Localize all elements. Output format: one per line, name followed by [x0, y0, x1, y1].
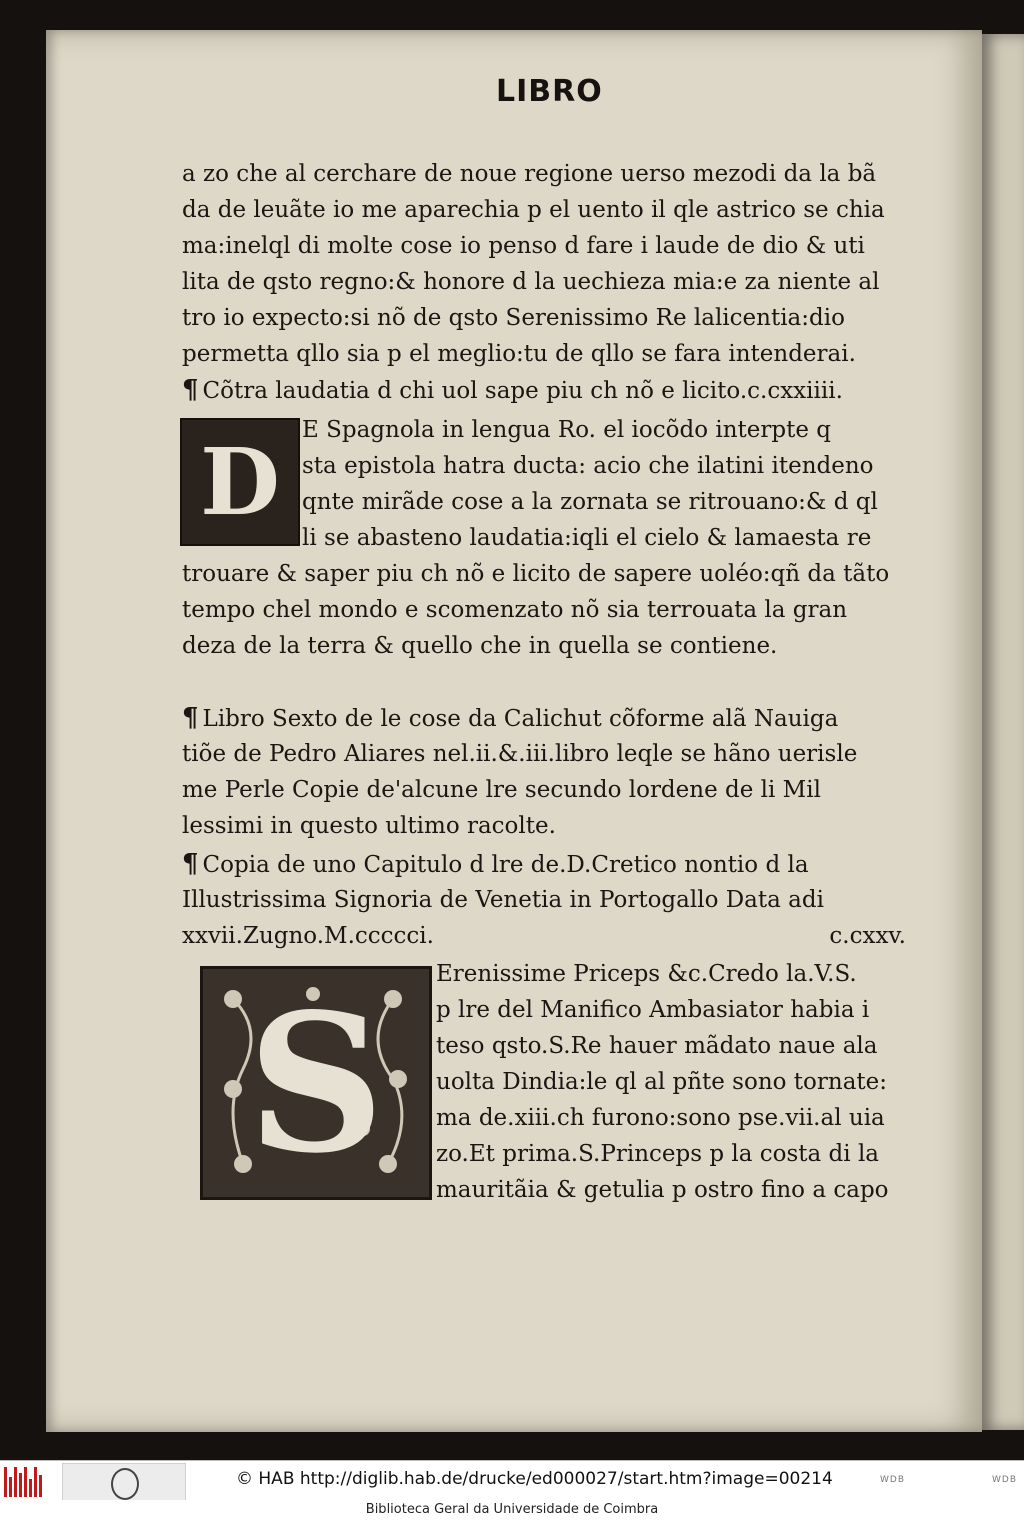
rubric-text: Cõtra laudatia d chi uol sape piu ch nõ e licito.c.cxxiiii. [202, 378, 843, 404]
pilcrow-icon: ¶ [182, 703, 199, 733]
source-url[interactable]: © HAB http://diglib.hab.de/drucke/ed000027/start.htm?image=00214 [236, 1469, 833, 1489]
rubric-text: Libro Sexto de le cose da Calichut cõforme alã Nauiga [202, 706, 839, 732]
rubric-heading [182, 700, 906, 740]
text-line: uolta Dindia:le ql al pñte sono tornate: [436, 1069, 888, 1095]
rubric-heading [182, 372, 906, 412]
running-head: LIBRO [496, 74, 603, 109]
text-line: lessimi in questo ultimo racolte. [182, 813, 556, 839]
text-line: da de leuãte io me aparechia p el uento il qle astrico se chia [182, 197, 885, 223]
decorated-initial-d [180, 418, 300, 546]
initial-letter: D [200, 428, 280, 536]
facing-page-edge [982, 34, 1024, 1430]
library-caption: Biblioteca Geral da Universidade de Coimbra [365, 1502, 659, 1517]
text-line: tiõe de Pedro Aliares nel.ii.&.iii.libro leqle se hãno uerisle [182, 741, 858, 767]
text-line: qnte mirãde cose a la zornata se ritrouano:& d ql [302, 489, 878, 515]
pilcrow-icon: ¶ [182, 849, 199, 879]
text-line: a zo che al cerchare de noue regione uerso mezodi da la bã [182, 161, 877, 187]
text-line: sta epistola hatra ducta: acio che ilatini itendeno [302, 453, 874, 479]
rubric-date: xxvii.Zugno.M.ccccci. [182, 923, 434, 949]
text-line: ma:inelql di molte cose io penso d fare i laude de dio & uti [182, 233, 865, 259]
viewer-footer [0, 1460, 1024, 1501]
initial-letter: S [247, 971, 385, 1195]
text-line: li se abasteno laudatia:iqli el cielo & lamaesta re [302, 525, 872, 551]
text-line: trouare & saper piu ch nõ e licito de sapere uoléo:qñ da tãto [182, 561, 890, 587]
decorated-initial-s [200, 966, 432, 1200]
text-line: zo.Et prima.S.Princeps p la costa di la [436, 1141, 880, 1167]
text-line: mauritãia & getulia p ostro fino a capo [436, 1177, 889, 1203]
text-line: ma de.xiii.ch furono:sono pse.vii.al uia [436, 1105, 885, 1131]
text-line [182, 918, 906, 958]
rubric-heading [182, 846, 906, 886]
text-line: Erenissime Priceps &c.Credo la.V.S. [436, 961, 857, 987]
book-thumbnail-icon[interactable] [111, 1468, 139, 1500]
text-line: E Spagnola in lengua Ro. el iocõdo interpte q [302, 417, 831, 443]
text-line: deza de la terra & quello che in quella se contiene. [182, 633, 778, 659]
text-line: me Perle Copie de'alcune lre secundo lordene de li Mil [182, 777, 821, 803]
text-line: Illustrissima Signoria de Venetia in Portogallo Data adi [182, 887, 824, 913]
text-line: permetta qllo sia p el meglio:tu de qllo se fara intenderai. [182, 341, 856, 367]
text-line: lita de qsto regno:& honore d la uechieza mia:e za niente al [182, 269, 880, 295]
text-line: teso qsto.S.Re hauer mãdato naue ala [436, 1033, 878, 1059]
text-line: p lre del Manifico Ambasiator habia i [436, 997, 870, 1023]
folio-reference: c.cxxv. [829, 923, 906, 949]
thumbnail-strip[interactable] [62, 1463, 186, 1501]
text-line: tempo chel mondo e scomenzato nõ sia terrouata la gran [182, 597, 848, 623]
caption-bar [0, 1500, 1024, 1522]
text-line: tro io expecto:si nõ de qsto Serenissimo Re lalicentia:dio [182, 305, 845, 331]
wdb-mark: WDB [880, 1475, 906, 1485]
hab-logo-icon[interactable] [4, 1465, 48, 1497]
wdb-mark: WDB [992, 1475, 1018, 1485]
rubric-text: Copia de uno Capitulo d lre de.D.Cretico nontio d la [202, 852, 809, 878]
pilcrow-icon: ¶ [182, 375, 199, 405]
